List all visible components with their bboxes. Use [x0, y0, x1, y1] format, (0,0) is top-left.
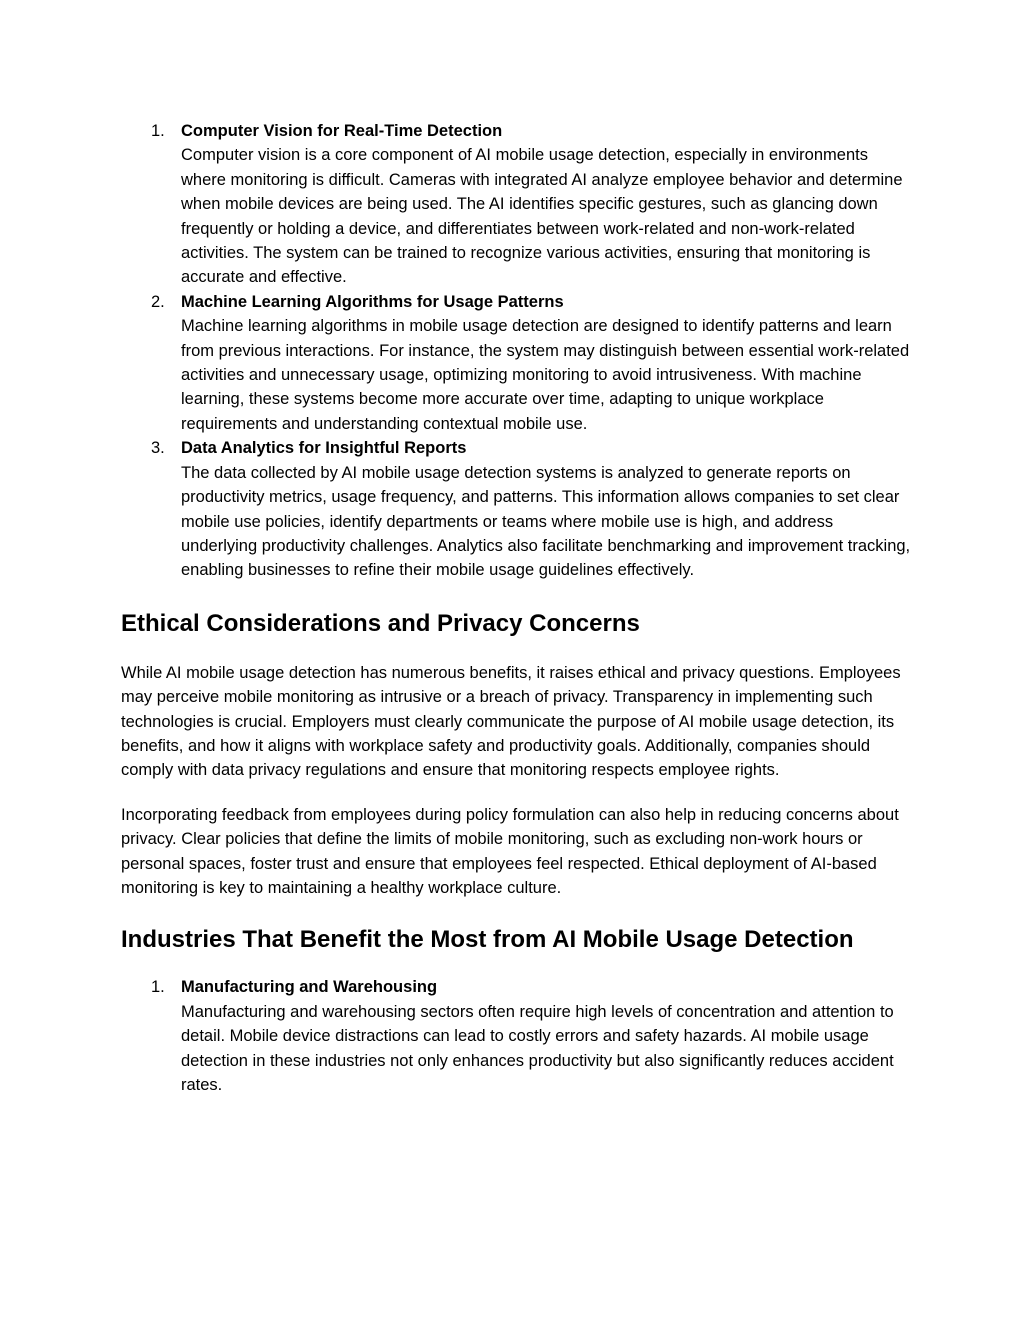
list-item-title: Computer Vision for Real-Time Detection — [181, 122, 503, 140]
list-number: 1. — [151, 978, 165, 997]
list-item — [121, 975, 911, 1097]
section-heading-ethics: Ethical Considerations and Privacy Concerns — [121, 609, 640, 637]
ethics-paragraph: Incorporating feedback from employees during policy formulation can also help in reducing concerns about privacy. Clear policies that define the limits of mobile monitoring, such as excluding non-work hours or personal spaces, foster trust and ensure that employees feel respected. Ethical deployment of AI-based monitoring is key to maintaining a healthy workplace culture. — [121, 805, 899, 897]
list-item-body: Computer vision is a core component of AI mobile usage detection, especially in environments where monitoring is difficult. Cameras with integrated AI analyze employee behavior and determine when mobile devices are being used. The AI identifies specific gestures, such as glancing down frequently or holding a device, and differentiates between work-related and non-work-related activities. The system can be trained to recognize various activities, ensuring that monitoring is accurate and effective. — [181, 146, 903, 287]
list-item-title: Machine Learning Algorithms for Usage Patterns — [181, 292, 564, 311]
industries-list — [121, 975, 911, 1097]
list-item-title: Data Analytics for Insightful Reports — [181, 439, 467, 458]
list-item — [121, 436, 911, 582]
ethics-paragraph: While AI mobile usage detection has numerous benefits, it raises ethical and privacy questions. Employees may perceive mobile monitoring as intrusive or a breach of privacy. Transparency in implementing such technologies is crucial. Employers must clearly communicate the purpose of AI mobile usage detection, its benefits, and how it aligns with workplace safety and productivity goals. Additionally, companies should comply with data privacy regulations and ensure that monitoring respects employee rights. — [121, 663, 901, 780]
technologies-list — [121, 119, 911, 583]
list-item — [121, 290, 911, 436]
list-number: 1. — [151, 122, 165, 140]
list-item-title: Manufacturing and Warehousing — [181, 978, 438, 997]
section-heading-industries: Industries That Benefit the Most from AI Mobile Usage Detection — [121, 926, 854, 954]
list-item-body: The data collected by AI mobile usage detection systems is analyzed to generate reports on productivity metrics, usage frequency, and patterns. This information allows companies to set clear mobile use policies, identify departments or teams where mobile use is high, and address underlying productivity challenges. Analytics also facilitate benchmarking and improvement tracking, enabling businesses to refine their mobile usage guidelines effectively. — [181, 463, 911, 580]
list-item-body: Manufacturing and warehousing sectors often require high levels of concentration and attention to detail. Mobile device distractions can lead to costly errors and safety hazards. AI mobile usage detection in these industries not only enhances productivity but also significantly reduces accident rates. — [181, 1002, 894, 1094]
list-item — [121, 119, 911, 290]
document-page — [121, 119, 911, 1097]
list-number: 3. — [151, 439, 165, 458]
list-number: 2. — [151, 292, 165, 311]
list-item-body: Machine learning algorithms in mobile usage detection are designed to identify patterns and learn from previous interactions. For instance, the system may distinguish between essential work-related activities and unnecessary usage, optimizing monitoring to avoid intrusiveness. With machine learning, these systems become more accurate over time, adapting to unique workplace requirements and understanding contextual mobile use. — [181, 317, 910, 433]
